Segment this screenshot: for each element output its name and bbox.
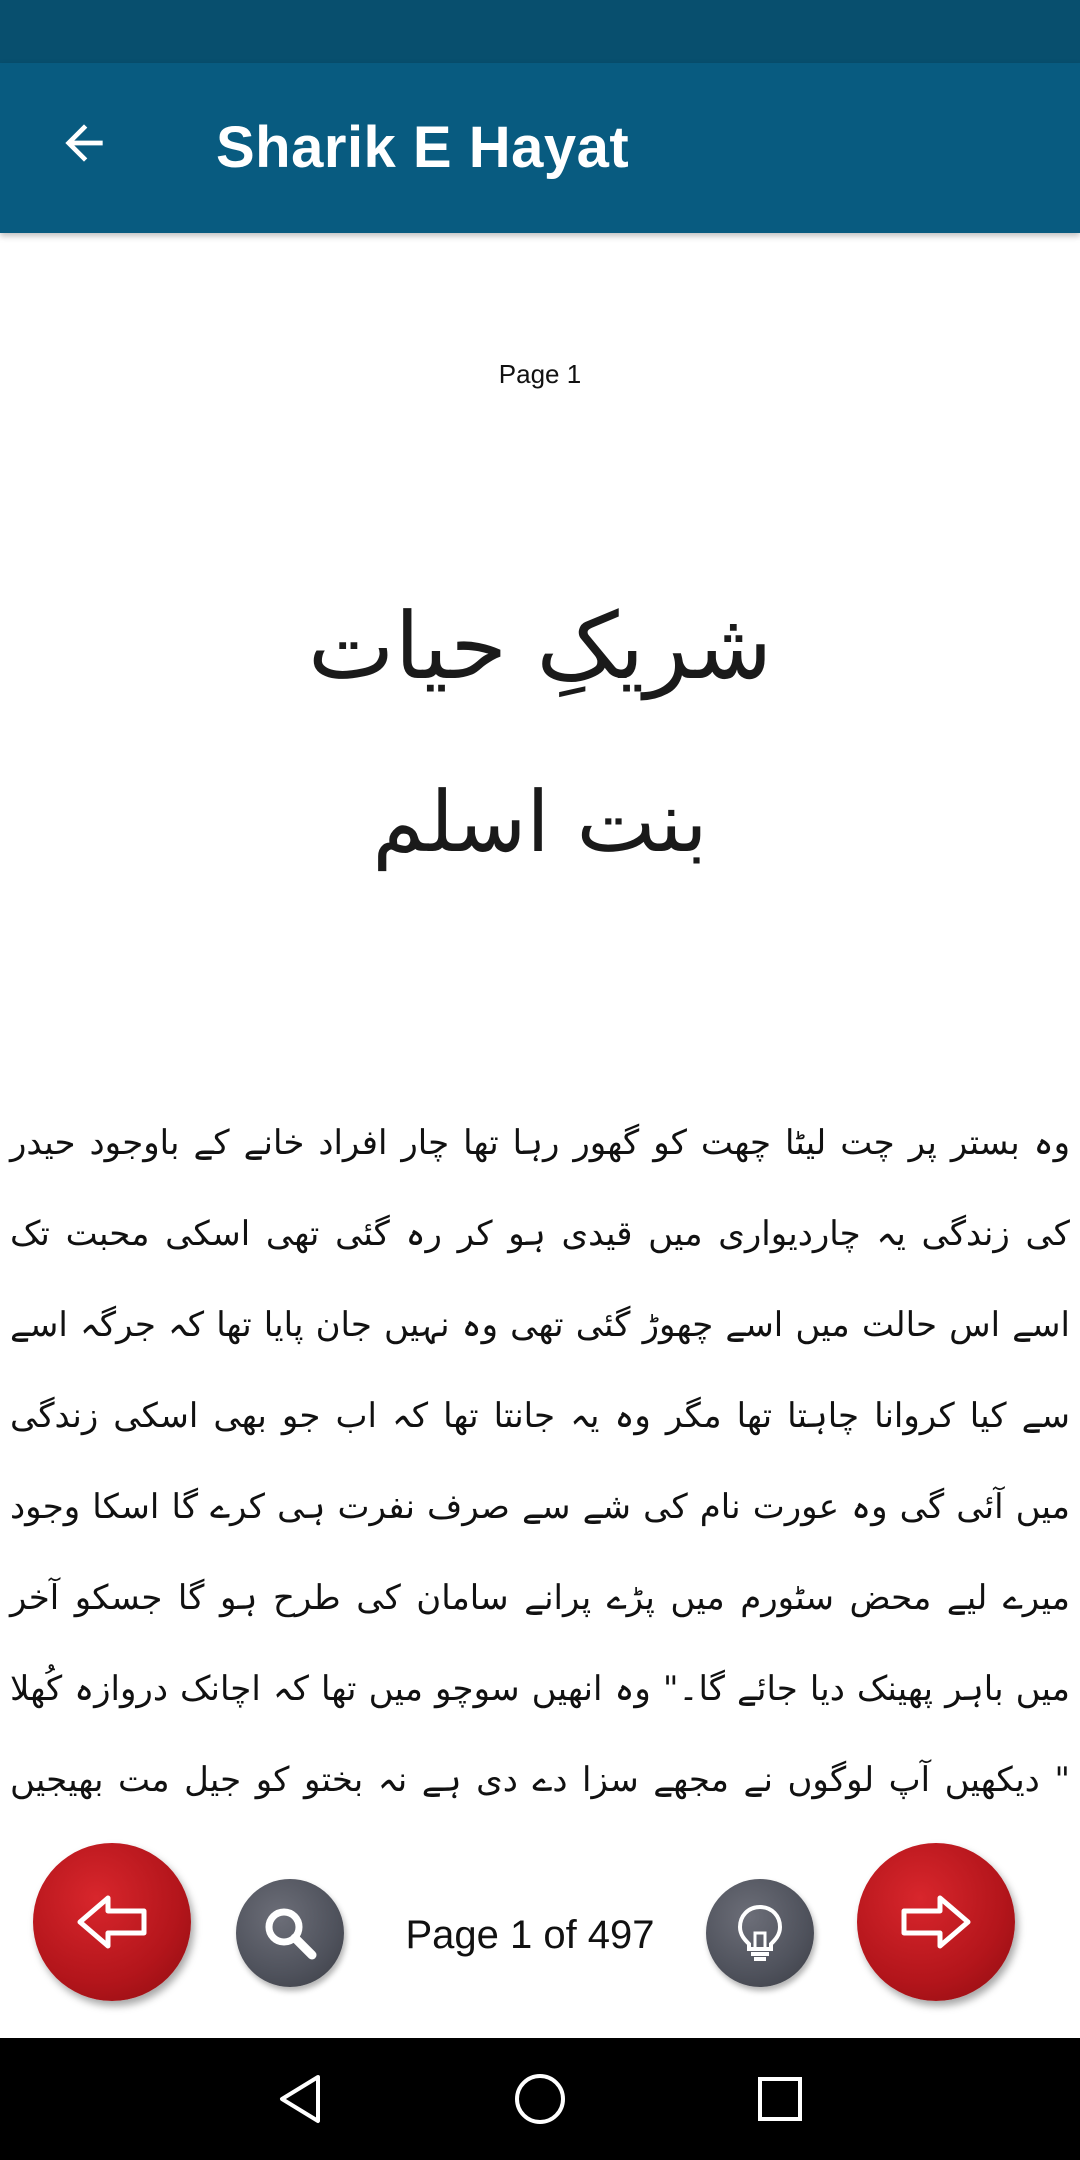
arrow-right-outline-icon bbox=[896, 1892, 976, 1952]
arrow-left-icon bbox=[56, 115, 112, 171]
book-author: بنت اسلم bbox=[372, 773, 708, 871]
triangle-back-icon bbox=[270, 2069, 330, 2129]
status-bar bbox=[0, 0, 1080, 63]
app-title: Sharik E Hayat bbox=[216, 115, 630, 180]
reader-content bbox=[0, 233, 1080, 1833]
hint-button[interactable] bbox=[706, 1879, 814, 1987]
bottom-toolbar bbox=[0, 1833, 1080, 2038]
system-back-button[interactable] bbox=[260, 2059, 340, 2139]
search-icon bbox=[258, 1901, 322, 1965]
circle-home-icon bbox=[510, 2069, 570, 2129]
back-button[interactable] bbox=[44, 103, 124, 183]
system-navigation-bar bbox=[0, 2038, 1080, 2160]
body-text: وہ بستر پر چت لیٹا چھت کو گھور رہا تھا چار افراد خانے کے باوجود حیدر کی زندگی یہ چاردیواری میں قیدی ہو کر رہ گئی تھی اسکی محبت تک اسے اس حالت میں اسے چھوڑ گئی تھی وہ نہیں جان پایا تھا کہ جرگہ اسے سے کیا کروانا چاہتا تھا مگر وہ یہ جانتا تھا کہ اب جو بھی اسکی زندگی میں آئی گی وہ عورت نام کی شے سے صرف نفرت ہی کرے گا اسکا وجود میرے لیے محض سٹورم میں پڑے پرانے سامان کی طرح ہو گا جسکو آخر میں باہر پھینک دیا جائے گا۔" وہ انھیں سوچو میں تھا کہ اچانک دروازہ کُھلا " دیکھیں آپ لوگوں نے مجھے سزا دے دی ہے نہ بختو کو جیل مت بھیجیں bbox=[10, 1123, 1070, 1800]
page-indicator: Page 1 of 497 bbox=[405, 1913, 655, 1957]
square-recents-icon bbox=[750, 2069, 810, 2129]
arrow-left-outline-icon bbox=[72, 1892, 152, 1952]
search-button[interactable] bbox=[236, 1879, 344, 1987]
next-page-button[interactable] bbox=[857, 1843, 1015, 2001]
book-title: شریکِ حیات bbox=[307, 593, 773, 700]
page-label: Page 1 bbox=[498, 359, 582, 389]
lightbulb-icon bbox=[730, 1901, 790, 1965]
system-home-button[interactable] bbox=[500, 2059, 580, 2139]
previous-page-button[interactable] bbox=[33, 1843, 191, 2001]
app-bar bbox=[0, 63, 1080, 233]
system-recents-button[interactable] bbox=[740, 2059, 820, 2139]
